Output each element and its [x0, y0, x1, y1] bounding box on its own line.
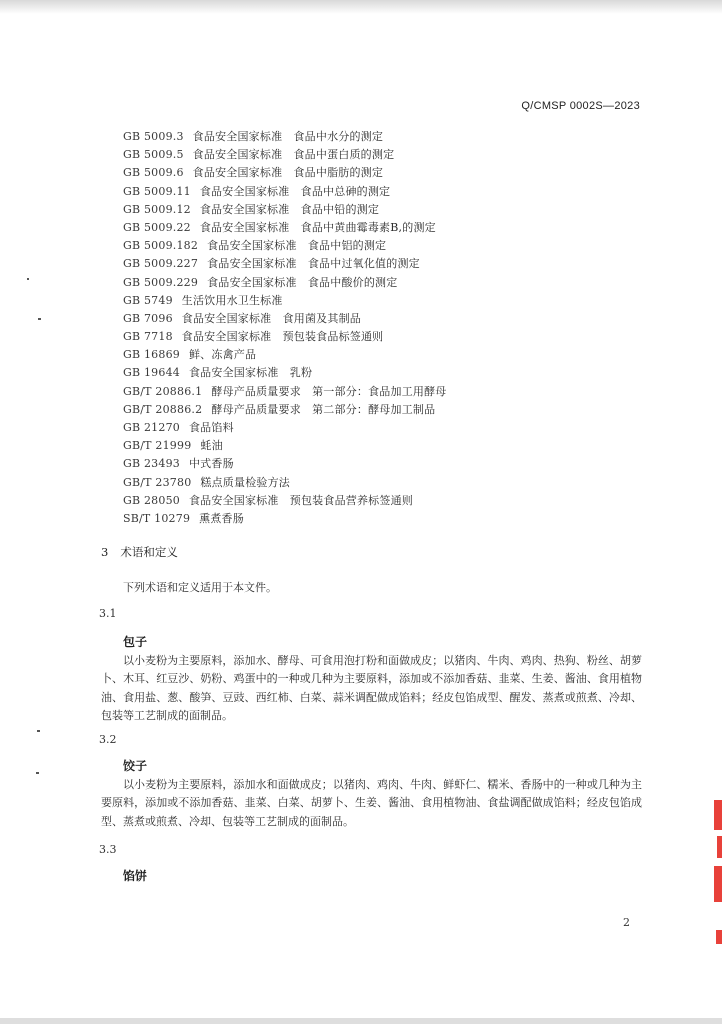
- normative-references-list: [123, 128, 643, 528]
- term-definition: 以小麦粉为主要原料，添加水和面做成皮；以猪肉、鸡肉、牛肉、鲜虾仁、糯米、香肠中的一种或几种为主要原料，添加或不添加香菇、韭菜、白菜、胡萝卜、生姜、酱油、食用植物油、食盐调配做成馅料；经皮包馅成型、蒸煮或煎煮、冷却、包装等工艺制成的面制品。: [101, 778, 642, 828]
- reference-title: 食品安全国家标准 食品中过氧化值的测定: [207, 257, 420, 271]
- term-title: 包子: [123, 635, 148, 649]
- reference-code: GB 5009.182: [123, 239, 199, 253]
- reference-code: GB 7096: [123, 311, 173, 325]
- reference-code: GB 5009.22: [123, 220, 191, 234]
- reference-code: GB/T 20886.2: [123, 402, 203, 416]
- section-number: 3: [101, 545, 109, 559]
- reference-item: [123, 219, 643, 237]
- reference-title: 食品安全国家标准 食品中脂肪的测定: [192, 166, 384, 180]
- reference-code: GB 19644: [123, 366, 180, 380]
- reference-code: GB 16869: [123, 348, 180, 362]
- reference-title: 食品安全国家标准 食品中黄曲霉毒素B,的测定: [199, 220, 436, 234]
- reference-item: [123, 183, 643, 201]
- reference-code: GB 28050: [123, 493, 180, 507]
- clause-number: 3.3: [99, 843, 117, 856]
- scan-top-shadow: [0, 0, 722, 14]
- reference-code: GB 5009.3: [123, 130, 184, 143]
- reference-code: GB 5009.229: [123, 275, 199, 289]
- section-title: 术语和定义: [120, 545, 178, 559]
- reference-item: [123, 292, 643, 310]
- reference-code: GB 5009.227: [123, 257, 199, 271]
- reference-title: 食品安全国家标准 食品中酸价的测定: [207, 275, 398, 289]
- reference-code: GB 21270: [123, 421, 180, 434]
- reference-code: GB 5749: [123, 293, 173, 307]
- reference-item: [123, 383, 643, 401]
- reference-title: 食品安全国家标准 食品中水分的测定: [192, 130, 384, 143]
- page-number: 2: [623, 916, 630, 929]
- reference-title: 生活饮用水卫生标准: [181, 293, 283, 307]
- reference-item: [123, 455, 643, 473]
- reference-title: 食品安全国家标准 乳粉: [188, 366, 313, 380]
- red-edge-mark: [716, 930, 722, 944]
- section-intro: 下列术语和定义适用于本文件。: [123, 581, 277, 594]
- reference-item: [123, 346, 643, 364]
- term-title: 馅饼: [123, 869, 148, 883]
- reference-item: [123, 401, 643, 419]
- reference-item: [123, 492, 643, 510]
- reference-item: [123, 255, 643, 273]
- reference-title: 中式香肠: [188, 457, 234, 471]
- scan-speck: [38, 318, 41, 320]
- reference-title: 蚝油: [200, 439, 223, 453]
- reference-code: GB 5009.6: [123, 166, 184, 180]
- reference-code: GB 7718: [123, 330, 173, 344]
- clause-number: 3.2: [99, 733, 117, 746]
- reference-item: [123, 128, 643, 146]
- scan-speck: [36, 772, 39, 774]
- reference-code: SB/T 10279: [123, 511, 191, 525]
- reference-item: [123, 437, 643, 455]
- reference-title: 酵母产品质量要求 第一部分：食品加工用酵母: [211, 384, 447, 398]
- section-heading: [101, 544, 178, 560]
- reference-item: [123, 364, 643, 382]
- reference-item: [123, 146, 643, 164]
- reference-item: [123, 510, 643, 528]
- red-edge-mark: [714, 866, 722, 902]
- reference-code: GB/T 21999: [123, 439, 192, 453]
- scan-speck: [27, 278, 29, 280]
- reference-code: GB 23493: [123, 457, 180, 471]
- reference-code: GB/T 20886.1: [123, 384, 203, 398]
- scan-bottom-edge: [0, 1018, 722, 1024]
- term-title: 饺子: [123, 759, 148, 773]
- reference-code: GB 5009.11: [123, 184, 191, 198]
- clause-number: 3.1: [99, 607, 117, 620]
- reference-item: [123, 164, 643, 182]
- reference-title: 熏煮香肠: [199, 511, 244, 525]
- reference-title: 食品安全国家标准 食品中铝的测定: [207, 239, 387, 253]
- reference-title: 食品安全国家标准 预包装食品营养标签通则: [188, 493, 413, 507]
- reference-title: 食品馅料: [188, 421, 234, 434]
- reference-code: GB/T 23780: [123, 475, 192, 489]
- reference-item: [123, 419, 643, 437]
- document-code: Q/CMSP 0002S—2023: [521, 100, 640, 112]
- scan-speck: [37, 730, 40, 732]
- reference-code: GB 5009.5: [123, 148, 184, 162]
- reference-title: 食品安全国家标准 食品中蛋白质的测定: [192, 148, 395, 162]
- reference-title: 鲜、冻禽产品: [188, 348, 257, 362]
- reference-item: [123, 310, 643, 328]
- reference-title: 食品安全国家标准 预包装食品标签通则: [181, 330, 384, 344]
- reference-title: 食品安全国家标准 食用菌及其制品: [181, 311, 361, 325]
- reference-item: [123, 474, 643, 492]
- reference-item: [123, 328, 643, 346]
- term-definition: 以小麦粉为主要原料，添加水、酵母、可食用泡打粉和面做成皮；以猪肉、牛肉、鸡肉、热狗、粉丝、胡萝卜、木耳、红豆沙、奶粉、鸡蛋中的一种或几种为主要原料，添加或不添加香菇、韭菜、生姜、酱油、食用植物油、食用盐、葱、酸笋、豆豉、西红柿、白菜、蒜米调配做成馅料；经皮包馅成型、醒发、蒸煮或煎煮、冷却、包装等工艺制成的面制品。: [101, 654, 642, 723]
- reference-title: 食品安全国家标准 食品中铅的测定: [199, 202, 380, 216]
- red-edge-mark: [717, 836, 722, 858]
- red-edge-mark: [714, 800, 722, 830]
- reference-item: [123, 274, 643, 292]
- reference-title: 糕点质量检验方法: [200, 475, 291, 489]
- reference-item: [123, 201, 643, 219]
- reference-item: [123, 237, 643, 255]
- reference-code: GB 5009.12: [123, 202, 191, 216]
- reference-title: 酵母产品质量要求 第二部分：酵母加工制品: [211, 402, 436, 416]
- reference-title: 食品安全国家标准 食品中总砷的测定: [199, 184, 391, 198]
